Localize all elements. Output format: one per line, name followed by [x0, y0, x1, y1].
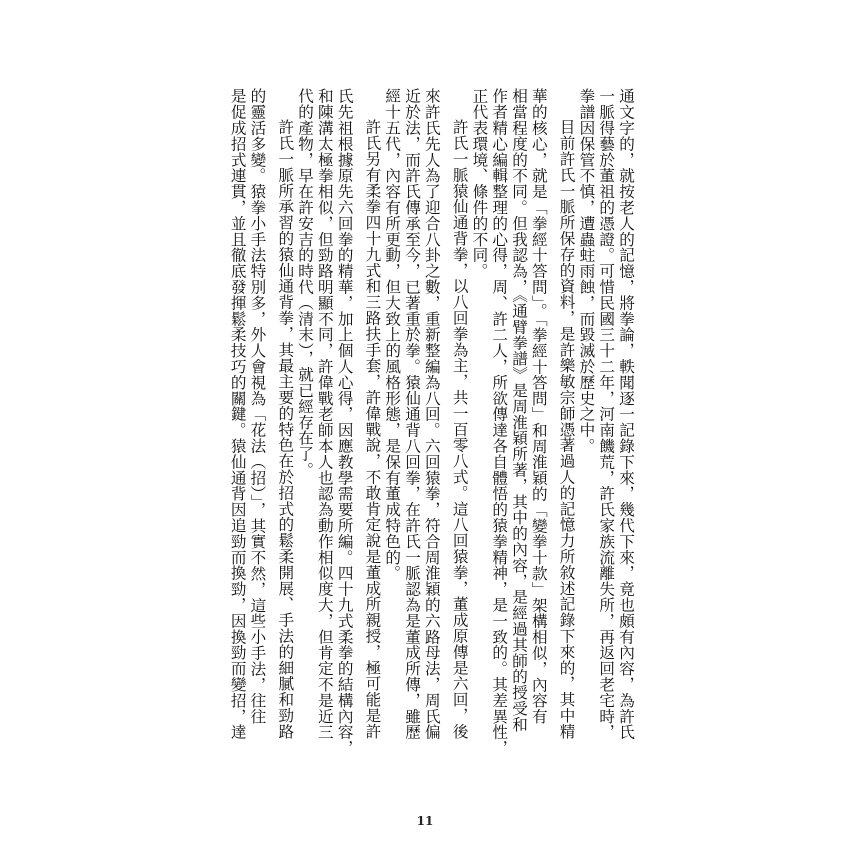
text-column: 通文字的，就按老人的記憶，將拳論，軼聞逐一記錄下來，幾代下來，竟也頗有內容，為許氏: [617, 88, 635, 740]
text-column: 經十五代，內容有所更動，但大致上的風格形態，是保有董成特色的。: [383, 88, 402, 581]
vertical-text-body: [227, 88, 635, 800]
page-number: 11: [416, 814, 434, 828]
text-column: 拳譜因保管不慎，遭蟲蛀雨蝕，而毀滅於歷史之中。: [577, 88, 596, 454]
text-column: 近於法，而許氏傳承至今，已著重於拳。猿仙通背八回拳，在許氏一脈認為是董成所傳，雖歷: [403, 88, 422, 740]
text-column: 作者精心編輯整理的心得，周、許二人，所欲傳達各自體悟的猿拳精神，是一致的。其差異性，: [490, 88, 509, 756]
text-column: 一脈得藝於董祖的憑證。可惜民國三十二年，河南饑荒，許氏家族流離失所，再返回老宅時，: [597, 88, 616, 740]
text-column: 華的核心，就是「拳經十答問」。「拳經十答問」和周淮穎的「變拳十款」架構相似，內容有: [529, 88, 548, 725]
text-column: 目前許氏一脈所保存的資料，是許樂敏宗師憑著過人的記憶力所敘述記錄下來的，其中精: [557, 119, 576, 740]
text-column: 來許氏先人為了迎合八卦之數，重新整編為八回。六回猿拳，符合周淮穎的六路母法，周氏偏: [422, 88, 441, 740]
text-column: 相當程度的不同。但我認為，《通臂拳譜》是周淮穎所著，其中的內容，是經過其師的授受和: [510, 88, 529, 733]
text-column: 許氏一脈所承習的猿仙通背拳，其最主要的特色在於招式的鬆柔開展、手法的細膩和勁路: [276, 119, 295, 740]
text-column: 正代表環境、條件的不同。: [470, 88, 489, 279]
text-column: 許氏另有柔拳四十九式和三路扶手套，許偉戰說，不敢肯定說是董成所親授，極可能是許: [363, 119, 382, 740]
text-column: 氏先祖根據原先六回拳的精華，加上個人心得，因應教學需要所編。四十九式柔拳的結構內容，: [335, 88, 354, 756]
text-column: 代的產物，早在許安吉的時代（清末），就已經存在了。: [296, 88, 315, 478]
text-column: 和陳溝太極拳相似，但勁路明顯不同，許偉戰老師本人也認為動作相似度大，但肯定不是近三: [315, 88, 334, 740]
text-column: 是促成招式連貫，並且徹底發揮鬆柔技巧的關鍵。猿仙通背因追勁而換勁，因換勁而變招，達: [228, 88, 247, 740]
text-column: 許氏一脈猿仙通背拳，以八回拳為主，共一百零八式。這八回猿拳，董成原傳是六回，後: [450, 119, 469, 740]
text-column: 的靈活多變。猿拳小手法特別多，外人會視為「花法（招）」，其實不然，這些小手法，往往: [248, 88, 267, 725]
